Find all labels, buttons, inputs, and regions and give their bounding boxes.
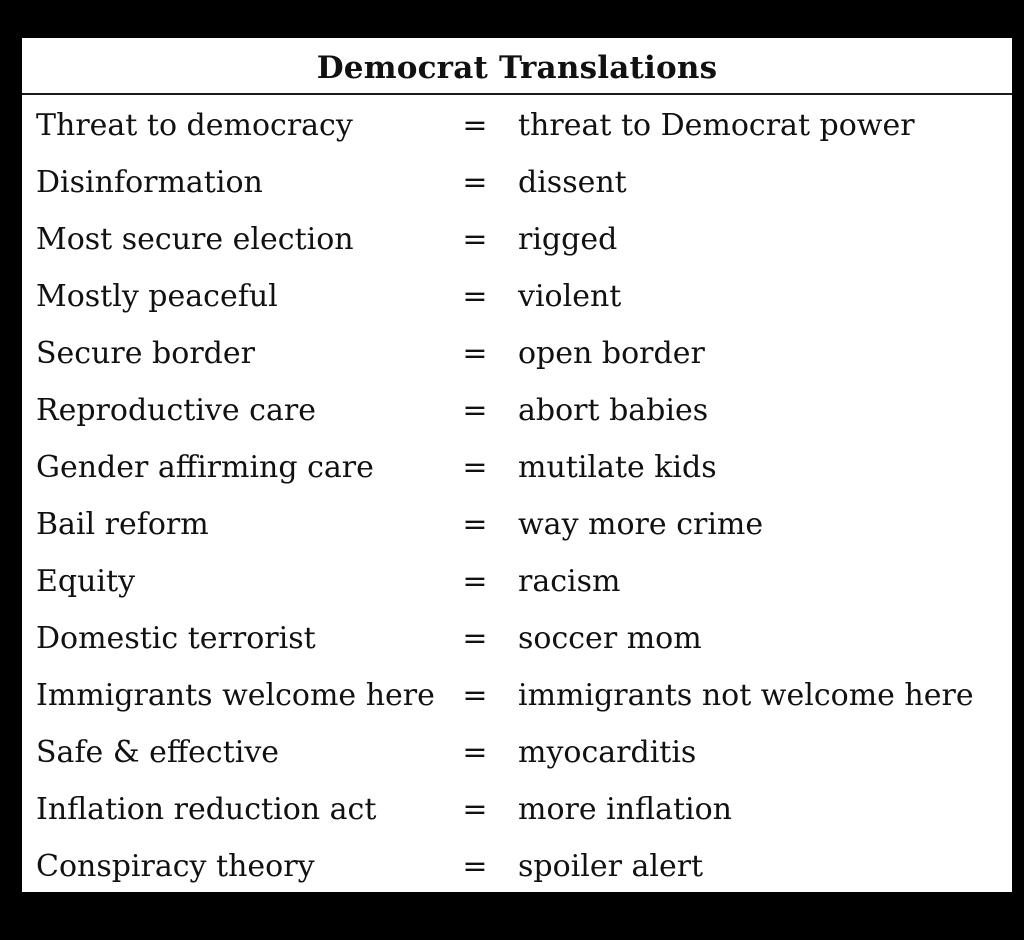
equals-sign: = [462, 792, 488, 827]
table-row [22, 268, 1012, 325]
table-row [22, 325, 1012, 382]
equals-sign: = [462, 279, 488, 314]
equals-sign: = [462, 507, 488, 542]
table-row [22, 382, 1012, 439]
term-cell: Gender affirming care [36, 450, 374, 485]
meaning-cell: rigged [518, 222, 618, 257]
equals-sign: = [462, 336, 488, 371]
term-cell: Safe & effective [36, 735, 280, 770]
translations-table [22, 38, 1012, 892]
term-cell: Threat to democracy [36, 108, 353, 143]
equals-sign: = [462, 735, 488, 770]
meaning-cell: myocarditis [518, 735, 697, 770]
meaning-cell: soccer mom [518, 621, 702, 656]
equals-sign: = [462, 108, 488, 143]
table-row [22, 553, 1012, 610]
meaning-cell: mutilate kids [518, 450, 717, 485]
term-cell: Most secure election [36, 222, 354, 257]
meaning-cell: way more crime [518, 507, 764, 542]
equals-sign: = [462, 165, 488, 200]
term-cell: Secure border [36, 336, 255, 371]
term-cell: Reproductive care [36, 393, 316, 428]
meaning-cell: threat to Democrat power [518, 108, 915, 143]
equals-sign: = [462, 678, 488, 713]
table-row [22, 667, 1012, 724]
term-cell: Conspiracy theory [36, 849, 315, 884]
equals-sign: = [462, 564, 488, 599]
meaning-cell: dissent [518, 165, 627, 200]
table-row [22, 724, 1012, 781]
title-divider [22, 93, 1012, 95]
meaning-cell: racism [518, 564, 621, 599]
table-row [22, 97, 1012, 154]
term-cell: Bail reform [36, 507, 209, 542]
table-row [22, 610, 1012, 667]
term-cell: Immigrants welcome here [36, 678, 435, 713]
meaning-cell: more inflation [518, 792, 732, 827]
meaning-cell: open border [518, 336, 705, 371]
term-cell: Disinformation [36, 165, 263, 200]
term-cell: Domestic terrorist [36, 621, 316, 656]
meaning-cell: immigrants not welcome here [518, 678, 974, 713]
table-row [22, 781, 1012, 838]
table-row [22, 439, 1012, 496]
table-row [22, 838, 1012, 895]
equals-sign: = [462, 393, 488, 428]
equals-sign: = [462, 222, 488, 257]
table-row [22, 154, 1012, 211]
equals-sign: = [462, 849, 488, 884]
term-cell: Mostly peaceful [36, 279, 278, 314]
table-title: Democrat Translations [316, 50, 718, 86]
term-cell: Inflation reduction act [36, 792, 377, 827]
meaning-cell: spoiler alert [518, 849, 704, 884]
term-cell: Equity [36, 564, 136, 599]
table-row [22, 496, 1012, 553]
equals-sign: = [462, 450, 488, 485]
meaning-cell: abort babies [518, 393, 709, 428]
meaning-cell: violent [518, 279, 622, 314]
equals-sign: = [462, 621, 488, 656]
table-row [22, 211, 1012, 268]
